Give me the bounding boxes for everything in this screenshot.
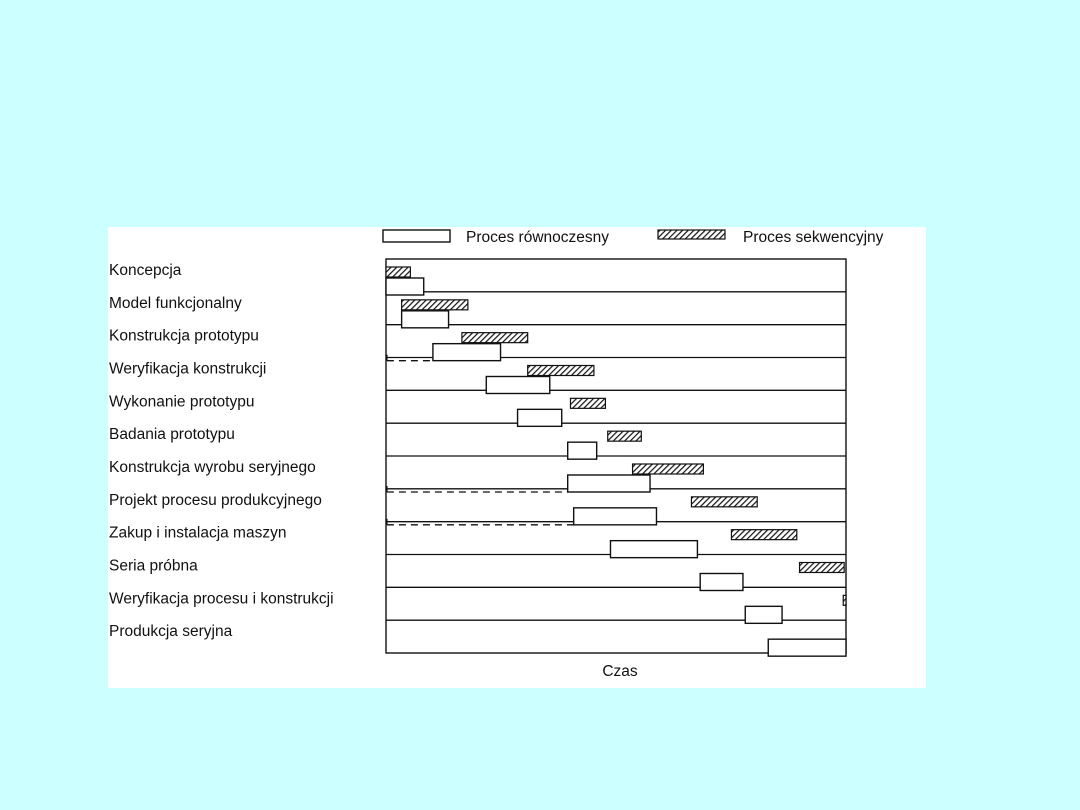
concurrent-bar	[568, 475, 650, 492]
sequential-bar	[731, 530, 796, 540]
task-label: Weryfikacja procesu i konstrukcji	[109, 590, 334, 608]
concurrent-bar	[745, 606, 782, 623]
task-label: Konstrukcja prototypu	[109, 327, 259, 345]
legend-swatch-sequential	[658, 230, 725, 239]
task-label: Wykonanie prototypu	[109, 393, 255, 411]
concurrent-bar	[768, 639, 846, 656]
sequential-bar	[800, 562, 845, 572]
row-group	[386, 292, 846, 620]
sequential-bar	[386, 267, 410, 277]
legend-swatch-concurrent	[383, 230, 450, 242]
sequential-bar	[402, 300, 468, 310]
legend-label-sequential: Proces sekwencyjny	[743, 229, 884, 246]
sequential-bar	[633, 464, 704, 474]
concurrent-bar	[386, 278, 424, 295]
gantt-chart-panel	[108, 227, 926, 688]
sequential-bar	[528, 365, 594, 375]
sequential-bar	[691, 497, 757, 507]
task-label: Zakup i instalacja maszyn	[109, 524, 287, 542]
bar-group	[386, 267, 846, 656]
concurrent-bar	[433, 344, 501, 361]
x-axis-label: Czas	[602, 663, 638, 680]
legend	[383, 229, 884, 246]
sequential-bar	[570, 398, 605, 408]
task-label: Projekt procesu produkcyjnego	[109, 491, 322, 509]
task-label: Model funkcjonalny	[109, 294, 242, 312]
sequential-bar	[462, 333, 528, 343]
task-label: Badania prototypu	[109, 426, 235, 444]
task-label: Koncepcja	[109, 262, 182, 279]
task-label-group	[109, 262, 334, 640]
task-label: Produkcja seryjna	[109, 623, 233, 641]
concurrent-bar	[700, 573, 743, 590]
gantt-chart	[108, 227, 926, 688]
task-label: Konstrukcja wyrobu seryjnego	[109, 458, 316, 476]
concurrent-bar	[402, 311, 449, 328]
task-label: Weryfikacja konstrukcji	[109, 360, 267, 378]
task-label: Seria próbna	[109, 557, 198, 575]
concurrent-bar	[568, 442, 597, 459]
concurrent-bar	[574, 508, 657, 525]
sequential-bar	[608, 431, 642, 441]
concurrent-bar	[518, 409, 562, 426]
concurrent-bar	[486, 376, 549, 393]
sequential-bar	[843, 595, 846, 605]
concurrent-bar	[610, 541, 697, 558]
legend-label-concurrent: Proces równoczesny	[466, 229, 610, 246]
